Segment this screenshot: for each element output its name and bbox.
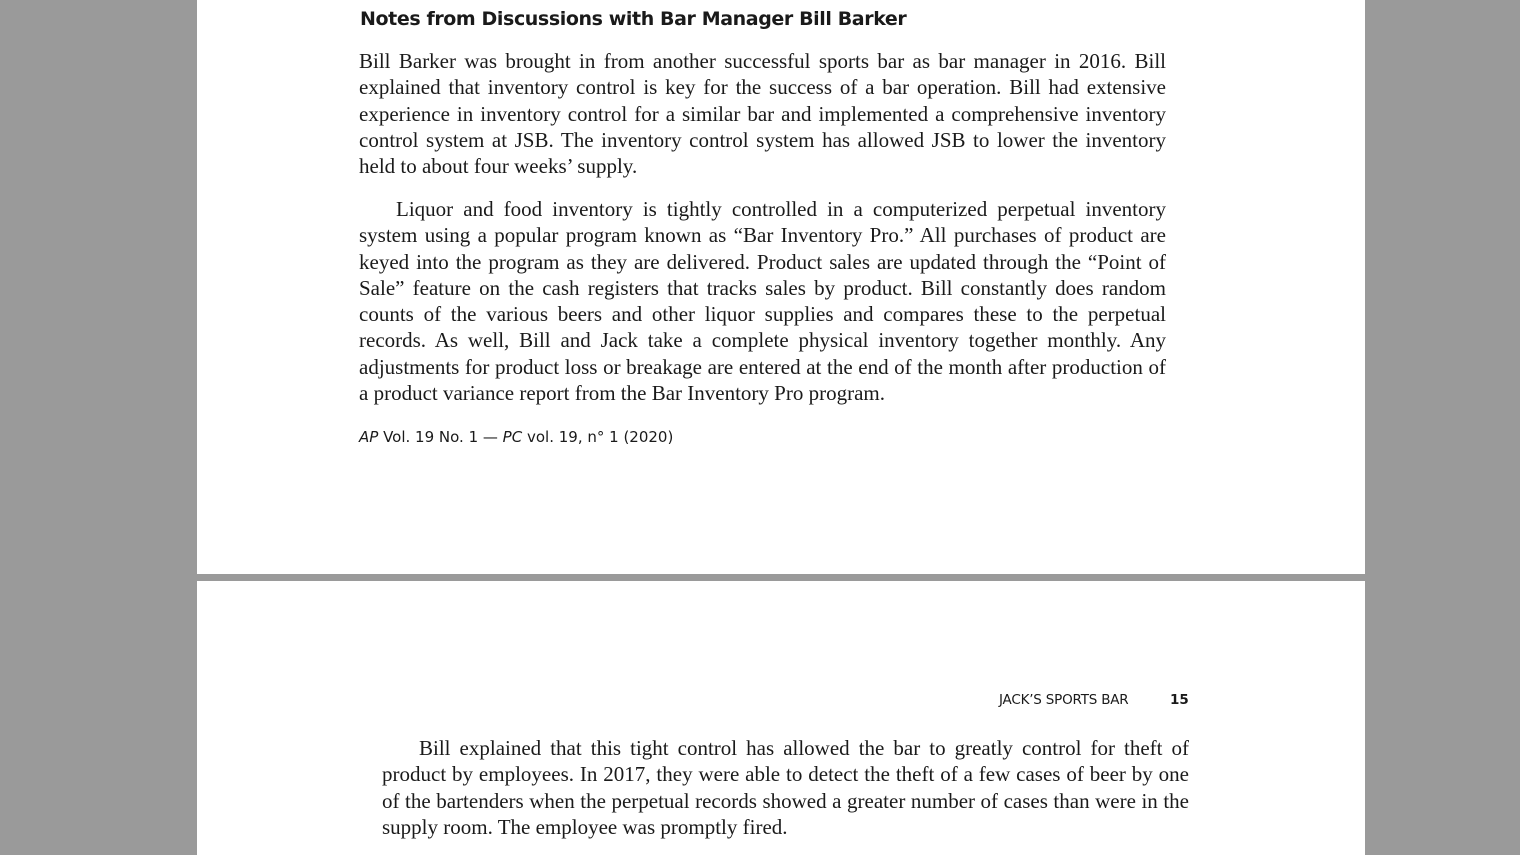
paragraph-bill-barker-background: Bill Barker was brought in from another successful sports bar as bar manager in 2016. Bill explained that inventory control is key for the success of a bar operation. Bill had extensive experience in inventory control for a similar bar and implemented a comprehensive inventory control system at JSB. The inventory control system has allowed JSB to lower the inventory held to about four weeks’ supply. [359,49,1166,179]
footer-pc-volume: vol. 19, n° 1 (2020) [522,428,674,446]
section-heading: Notes from Discussions with Bar Manager Bill Barker [360,8,907,30]
page-15 [197,581,1365,855]
footer-ap: AP [359,428,379,446]
paragraph-inventory-system: Liquor and food inventory is tightly controlled in a computerized perpetual inventory system using a popular program known as “Bar Inventory Pro.” All purchases of product are keyed into the program as they are delivered. Product sales are updated through the “Point of Sale” feature on the cash registers that tracks sales by product. Bill constantly does random counts of the various beers and other liquor supplies and compares these to the perpetual records. As well, Bill and Jack take a complete physical inventory together monthly. Any adjustments for product loss or breakage are entered at the end of the month after production of a product variance report from the Bar Inventory Pro program. [359,197,1166,406]
footer-ap-volume: Vol. 19 No. 1 — [378,428,503,446]
page-14 [197,0,1365,574]
paragraph-theft-control: Bill explained that this tight control has allowed the bar to greatly control for theft of product by employees. In 2017, they were able to detect the theft of a few cases of beer by one of the bartenders when the perpetual records showed a greater number of cases than were in the supply room. The employee was promptly fired. [382,736,1189,839]
running-head: JACK’S SPORTS BAR [999,692,1129,708]
page-number: 15 [1170,692,1189,708]
journal-footer [359,428,673,446]
footer-pc: PC [502,428,523,446]
